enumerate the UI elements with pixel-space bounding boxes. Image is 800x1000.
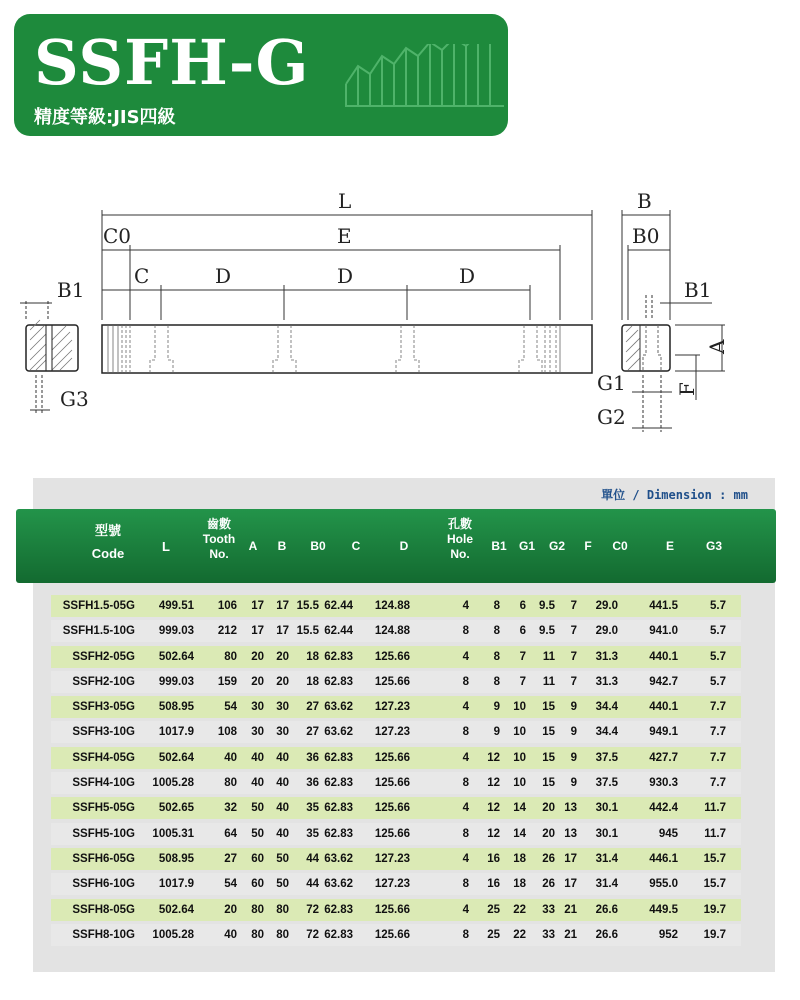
cell-C: 63.62 xyxy=(324,852,353,865)
header-hole: 孔數 Hole No. xyxy=(446,517,473,561)
cell-E: 440.1 xyxy=(649,701,678,714)
table-row xyxy=(51,696,741,718)
cell-hole: 4 xyxy=(462,802,469,815)
header-F: F xyxy=(584,539,592,553)
header-B: B xyxy=(277,539,287,553)
cell-L: 1005.31 xyxy=(152,827,194,840)
cell-G2: 11 xyxy=(542,675,555,688)
cell-code: SSFH5-05G xyxy=(72,802,135,815)
cell-B: 50 xyxy=(276,852,289,865)
dim-E: E xyxy=(337,224,352,248)
cell-C0: 26.6 xyxy=(595,903,618,916)
cell-E: 945 xyxy=(658,827,678,840)
cell-C0: 31.4 xyxy=(595,852,618,865)
cell-D: 125.66 xyxy=(374,777,410,790)
cell-code: SSFH3-10G xyxy=(72,726,135,739)
cell-A: 20 xyxy=(251,675,264,688)
table-row xyxy=(51,924,741,946)
cell-G3: 5.7 xyxy=(710,600,726,612)
cell-E: 427.7 xyxy=(649,751,678,764)
cell-tooth: 40 xyxy=(224,928,237,941)
cell-B: 80 xyxy=(276,903,289,916)
cell-hole: 4 xyxy=(462,903,469,916)
spec-table-body xyxy=(51,595,741,949)
cell-C: 62.83 xyxy=(324,903,353,916)
header-E: E xyxy=(665,539,674,553)
cell-B: 17 xyxy=(276,625,289,638)
cell-D: 127.23 xyxy=(374,726,410,739)
rack-dimension-drawing xyxy=(0,170,800,440)
cell-hole: 8 xyxy=(462,675,469,688)
cell-B0: 72 xyxy=(306,928,319,941)
cell-B0: 27 xyxy=(306,701,319,714)
cell-D: 125.66 xyxy=(374,675,410,688)
dim-L: L xyxy=(338,189,352,213)
cell-G2: 9.5 xyxy=(539,625,555,638)
cell-A: 30 xyxy=(251,701,264,714)
cell-G2: 15 xyxy=(542,751,555,764)
cell-G1: 10 xyxy=(513,777,526,790)
cell-C: 62.83 xyxy=(324,827,353,840)
table-row xyxy=(51,671,741,693)
cell-F: 21 xyxy=(564,928,577,941)
table-row xyxy=(51,797,741,819)
cell-L: 1005.28 xyxy=(152,777,194,790)
cell-F: 9 xyxy=(570,726,577,739)
cell-G3: 19.7 xyxy=(703,928,726,941)
cell-B1: 12 xyxy=(487,827,500,840)
cell-tooth: 159 xyxy=(217,675,237,688)
cell-G3: 7.7 xyxy=(710,726,726,739)
cell-B0: 44 xyxy=(306,878,319,891)
cell-B0: 27 xyxy=(306,726,319,739)
cell-B1: 8 xyxy=(493,650,500,663)
cell-L: 502.64 xyxy=(158,903,194,916)
table-row xyxy=(51,620,741,642)
cell-A: 20 xyxy=(251,650,264,663)
cell-hole: 4 xyxy=(462,701,469,714)
gear-rack-icon xyxy=(344,44,508,124)
cell-F: 13 xyxy=(564,827,577,840)
cell-D: 127.23 xyxy=(374,701,410,714)
cell-E: 441.5 xyxy=(649,600,678,612)
cell-B1: 9 xyxy=(493,726,500,739)
cell-F: 7 xyxy=(570,675,577,688)
cell-tooth: 80 xyxy=(224,650,237,663)
cell-B1: 12 xyxy=(487,777,500,790)
cell-tooth: 108 xyxy=(217,726,237,739)
cell-A: 60 xyxy=(251,852,264,865)
cell-C0: 31.3 xyxy=(595,675,618,688)
cell-E: 442.4 xyxy=(649,802,678,815)
table-header xyxy=(16,509,776,583)
cell-code: SSFH1.5-10G xyxy=(62,625,135,638)
cell-B1: 12 xyxy=(487,751,500,764)
cell-A: 17 xyxy=(251,600,264,612)
cell-C0: 30.1 xyxy=(595,827,618,840)
cell-G2: 26 xyxy=(542,852,555,865)
cell-C0: 37.5 xyxy=(595,777,618,790)
cell-code: SSFH2-10G xyxy=(72,675,135,688)
cell-B1: 16 xyxy=(487,878,500,891)
cell-G1: 22 xyxy=(513,928,526,941)
cell-G1: 22 xyxy=(513,903,526,916)
cell-hole: 8 xyxy=(462,878,469,891)
cell-C: 62.83 xyxy=(324,650,353,663)
table-row xyxy=(51,848,741,870)
cell-B0: 18 xyxy=(306,675,319,688)
cell-B: 17 xyxy=(276,600,289,612)
cell-B: 40 xyxy=(276,827,289,840)
cell-C0: 29.0 xyxy=(595,600,618,612)
cell-L: 999.03 xyxy=(158,625,194,638)
header-G2: G2 xyxy=(548,539,565,553)
unit-label: 單位 / Dimension : mm xyxy=(601,488,748,502)
header-code: 型號 Code xyxy=(91,523,125,561)
cell-F: 9 xyxy=(570,701,577,714)
cell-B1: 16 xyxy=(487,852,500,865)
header-B0: B0 xyxy=(310,539,326,553)
cell-G2: 33 xyxy=(542,928,555,941)
cell-B: 80 xyxy=(276,928,289,941)
cell-C0: 37.5 xyxy=(595,751,618,764)
cell-tooth: 212 xyxy=(217,625,237,638)
header-G3: G3 xyxy=(705,539,722,553)
cell-F: 7 xyxy=(570,600,577,612)
cell-G2: 11 xyxy=(542,650,555,663)
cell-C0: 29.0 xyxy=(595,625,618,638)
cell-L: 508.95 xyxy=(158,701,194,714)
cell-tooth: 54 xyxy=(224,878,237,891)
cell-G2: 15 xyxy=(542,726,555,739)
cell-tooth: 32 xyxy=(224,802,237,815)
cell-E: 942.7 xyxy=(649,675,678,688)
header-L: L xyxy=(162,539,170,554)
header-C: C xyxy=(351,539,361,553)
cell-hole: 4 xyxy=(462,600,469,612)
cell-G3: 7.7 xyxy=(710,701,726,714)
cell-A: 40 xyxy=(251,751,264,764)
cell-G2: 33 xyxy=(542,903,555,916)
cell-C0: 34.4 xyxy=(595,701,618,714)
cell-code: SSFH1.5-05G xyxy=(62,600,135,612)
cell-E: 949.1 xyxy=(649,726,678,739)
cell-code: SSFH8-10G xyxy=(72,928,135,941)
cell-G2: 15 xyxy=(542,701,555,714)
cell-G3: 19.7 xyxy=(703,903,726,916)
cell-G1: 6 xyxy=(519,600,526,612)
cell-hole: 8 xyxy=(462,827,469,840)
cell-A: 80 xyxy=(251,903,264,916)
header-G1: G1 xyxy=(518,539,535,553)
cell-F: 9 xyxy=(570,751,577,764)
cell-tooth: 64 xyxy=(224,827,237,840)
dim-C0: C0 xyxy=(103,224,132,248)
cell-E: 930.3 xyxy=(649,777,678,790)
cell-G1: 14 xyxy=(513,802,526,815)
cell-B0: 72 xyxy=(306,903,319,916)
cell-G3: 7.7 xyxy=(710,777,726,790)
accuracy-grade: 精度等級:JIS四級 xyxy=(34,107,176,128)
cell-G3: 15.7 xyxy=(703,878,726,891)
cell-hole: 4 xyxy=(462,650,469,663)
table-row xyxy=(51,899,741,921)
cell-D: 125.66 xyxy=(374,751,410,764)
cell-E: 440.1 xyxy=(649,650,678,663)
header-D: D xyxy=(399,539,409,553)
cell-A: 30 xyxy=(251,726,264,739)
cell-F: 17 xyxy=(564,878,577,891)
cell-B0: 35 xyxy=(306,827,319,840)
cell-F: 21 xyxy=(564,903,577,916)
cell-A: 50 xyxy=(251,827,264,840)
cell-D: 125.66 xyxy=(374,827,410,840)
cell-code: SSFH3-05G xyxy=(72,701,135,714)
cell-B1: 12 xyxy=(487,802,500,815)
cell-tooth: 80 xyxy=(224,777,237,790)
cell-hole: 4 xyxy=(462,852,469,865)
cell-L: 499.51 xyxy=(158,600,194,612)
cell-G2: 20 xyxy=(542,827,555,840)
dim-D2: D xyxy=(337,264,354,288)
cell-G1: 18 xyxy=(513,852,526,865)
cell-A: 80 xyxy=(251,928,264,941)
dim-C: C xyxy=(134,264,150,288)
cell-tooth: 106 xyxy=(217,600,237,612)
cell-F: 17 xyxy=(564,852,577,865)
cell-G2: 9.5 xyxy=(539,600,555,612)
cell-G1: 6 xyxy=(519,625,526,638)
cell-G1: 10 xyxy=(513,751,526,764)
cell-E: 941.0 xyxy=(649,625,678,638)
cell-D: 125.66 xyxy=(374,650,410,663)
dim-D1: D xyxy=(215,264,232,288)
cell-code: SSFH4-10G xyxy=(72,777,135,790)
cell-B1: 25 xyxy=(487,928,500,941)
cell-D: 127.23 xyxy=(374,878,410,891)
cell-E: 955.0 xyxy=(649,878,678,891)
cell-C: 62.83 xyxy=(324,675,353,688)
table-row xyxy=(51,747,741,769)
cell-G1: 10 xyxy=(513,701,526,714)
cell-C: 63.62 xyxy=(324,726,353,739)
cell-G2: 26 xyxy=(542,878,555,891)
product-banner xyxy=(14,14,508,136)
cell-E: 446.1 xyxy=(649,852,678,865)
dim-F: F xyxy=(675,382,699,396)
cell-B0: 18 xyxy=(306,650,319,663)
cell-G2: 20 xyxy=(542,802,555,815)
table-row xyxy=(51,772,741,794)
cell-B0: 44 xyxy=(306,852,319,865)
table-row xyxy=(51,646,741,668)
cell-tooth: 54 xyxy=(224,701,237,714)
dim-D3: D xyxy=(459,264,476,288)
cell-code: SSFH5-10G xyxy=(72,827,135,840)
table-row xyxy=(51,595,741,617)
dim-G1: G1 xyxy=(597,371,626,395)
cell-F: 9 xyxy=(570,777,577,790)
cell-D: 124.88 xyxy=(374,625,410,638)
cell-C: 62.83 xyxy=(324,928,353,941)
cell-code: SSFH4-05G xyxy=(72,751,135,764)
cell-C: 62.83 xyxy=(324,777,353,790)
table-row xyxy=(51,823,741,845)
cell-E: 449.5 xyxy=(649,903,678,916)
cell-G1: 7 xyxy=(519,650,526,663)
cell-B: 20 xyxy=(276,650,289,663)
cell-hole: 8 xyxy=(462,726,469,739)
cell-B: 30 xyxy=(276,726,289,739)
cell-tooth: 40 xyxy=(224,751,237,764)
cell-A: 40 xyxy=(251,777,264,790)
cell-G3: 5.7 xyxy=(710,625,726,638)
cell-C0: 34.4 xyxy=(595,726,618,739)
cell-L: 1017.9 xyxy=(158,878,194,891)
cell-B: 40 xyxy=(276,751,289,764)
cell-F: 7 xyxy=(570,625,577,638)
cell-F: 13 xyxy=(564,802,577,815)
table-row xyxy=(51,873,741,895)
cell-D: 125.66 xyxy=(374,928,410,941)
cell-B0: 15.5 xyxy=(296,600,319,612)
dim-G2: G2 xyxy=(597,405,626,429)
cell-code: SSFH8-05G xyxy=(72,903,135,916)
cell-G3: 7.7 xyxy=(710,751,726,764)
cell-B1: 8 xyxy=(493,625,500,638)
cell-B1: 8 xyxy=(493,675,500,688)
header-A: A xyxy=(248,539,258,553)
cell-hole: 4 xyxy=(462,751,469,764)
cell-A: 17 xyxy=(251,625,264,638)
cell-code: SSFH2-05G xyxy=(72,650,135,663)
cell-B: 40 xyxy=(276,777,289,790)
cell-L: 508.95 xyxy=(158,852,194,865)
cell-C: 63.62 xyxy=(324,878,353,891)
cell-B1: 9 xyxy=(493,701,500,714)
product-title: SSFH-G xyxy=(34,26,310,99)
cell-D: 125.66 xyxy=(374,802,410,815)
cell-G1: 7 xyxy=(519,675,526,688)
cell-F: 7 xyxy=(570,650,577,663)
cell-hole: 8 xyxy=(462,777,469,790)
cell-G3: 11.7 xyxy=(704,802,726,815)
cell-C0: 31.3 xyxy=(595,650,618,663)
dim-B1-left: B1 xyxy=(57,278,85,302)
cell-G2: 15 xyxy=(542,777,555,790)
cell-G3: 11.7 xyxy=(704,827,726,840)
cell-B: 30 xyxy=(276,701,289,714)
cell-E: 952 xyxy=(658,928,678,941)
header-C0: C0 xyxy=(612,539,628,553)
cell-B0: 15.5 xyxy=(296,625,319,638)
cell-B: 20 xyxy=(276,675,289,688)
cell-D: 125.66 xyxy=(374,903,410,916)
cell-B: 40 xyxy=(276,802,289,815)
cell-C: 62.83 xyxy=(324,802,353,815)
cell-B: 50 xyxy=(276,878,289,891)
cell-G1: 10 xyxy=(513,726,526,739)
cell-G3: 5.7 xyxy=(710,650,726,663)
cell-L: 999.03 xyxy=(158,675,194,688)
cell-L: 1017.9 xyxy=(158,726,194,739)
dim-B: B xyxy=(637,189,652,213)
cell-B1: 8 xyxy=(493,600,500,612)
dim-B0: B0 xyxy=(632,224,660,248)
header-B1: B1 xyxy=(491,539,507,553)
cell-A: 60 xyxy=(251,878,264,891)
cell-D: 124.88 xyxy=(374,600,410,612)
dim-B1-right: B1 xyxy=(684,278,712,302)
cell-C: 63.62 xyxy=(324,701,353,714)
cell-G3: 5.7 xyxy=(710,675,726,688)
table-row xyxy=(51,721,741,743)
cell-hole: 8 xyxy=(462,625,469,638)
cell-tooth: 27 xyxy=(224,852,237,865)
cell-B0: 35 xyxy=(306,802,319,815)
cell-L: 502.64 xyxy=(158,751,194,764)
cell-code: SSFH6-05G xyxy=(72,852,135,865)
cell-L: 1005.28 xyxy=(152,928,194,941)
cell-B1: 25 xyxy=(487,903,500,916)
cell-hole: 8 xyxy=(462,928,469,941)
cell-L: 502.65 xyxy=(158,802,194,815)
cell-B0: 36 xyxy=(306,777,319,790)
cell-C: 62.44 xyxy=(324,600,353,612)
cell-tooth: 20 xyxy=(224,903,237,916)
cell-G1: 18 xyxy=(513,878,526,891)
cell-C: 62.44 xyxy=(324,625,353,638)
header-tooth: 齒數 Tooth No. xyxy=(202,517,236,561)
cell-code: SSFH6-10G xyxy=(72,878,135,891)
cell-C0: 30.1 xyxy=(595,802,618,815)
cell-D: 127.23 xyxy=(374,852,410,865)
cell-L: 502.64 xyxy=(158,650,194,663)
cell-C0: 26.6 xyxy=(595,928,618,941)
cell-C: 62.83 xyxy=(324,751,353,764)
cell-G1: 14 xyxy=(513,827,526,840)
cell-B0: 36 xyxy=(306,751,319,764)
dim-A: A xyxy=(705,339,729,354)
dim-G3: G3 xyxy=(60,387,89,411)
cell-G3: 15.7 xyxy=(703,852,726,865)
cell-C0: 31.4 xyxy=(595,878,618,891)
cell-A: 50 xyxy=(251,802,264,815)
